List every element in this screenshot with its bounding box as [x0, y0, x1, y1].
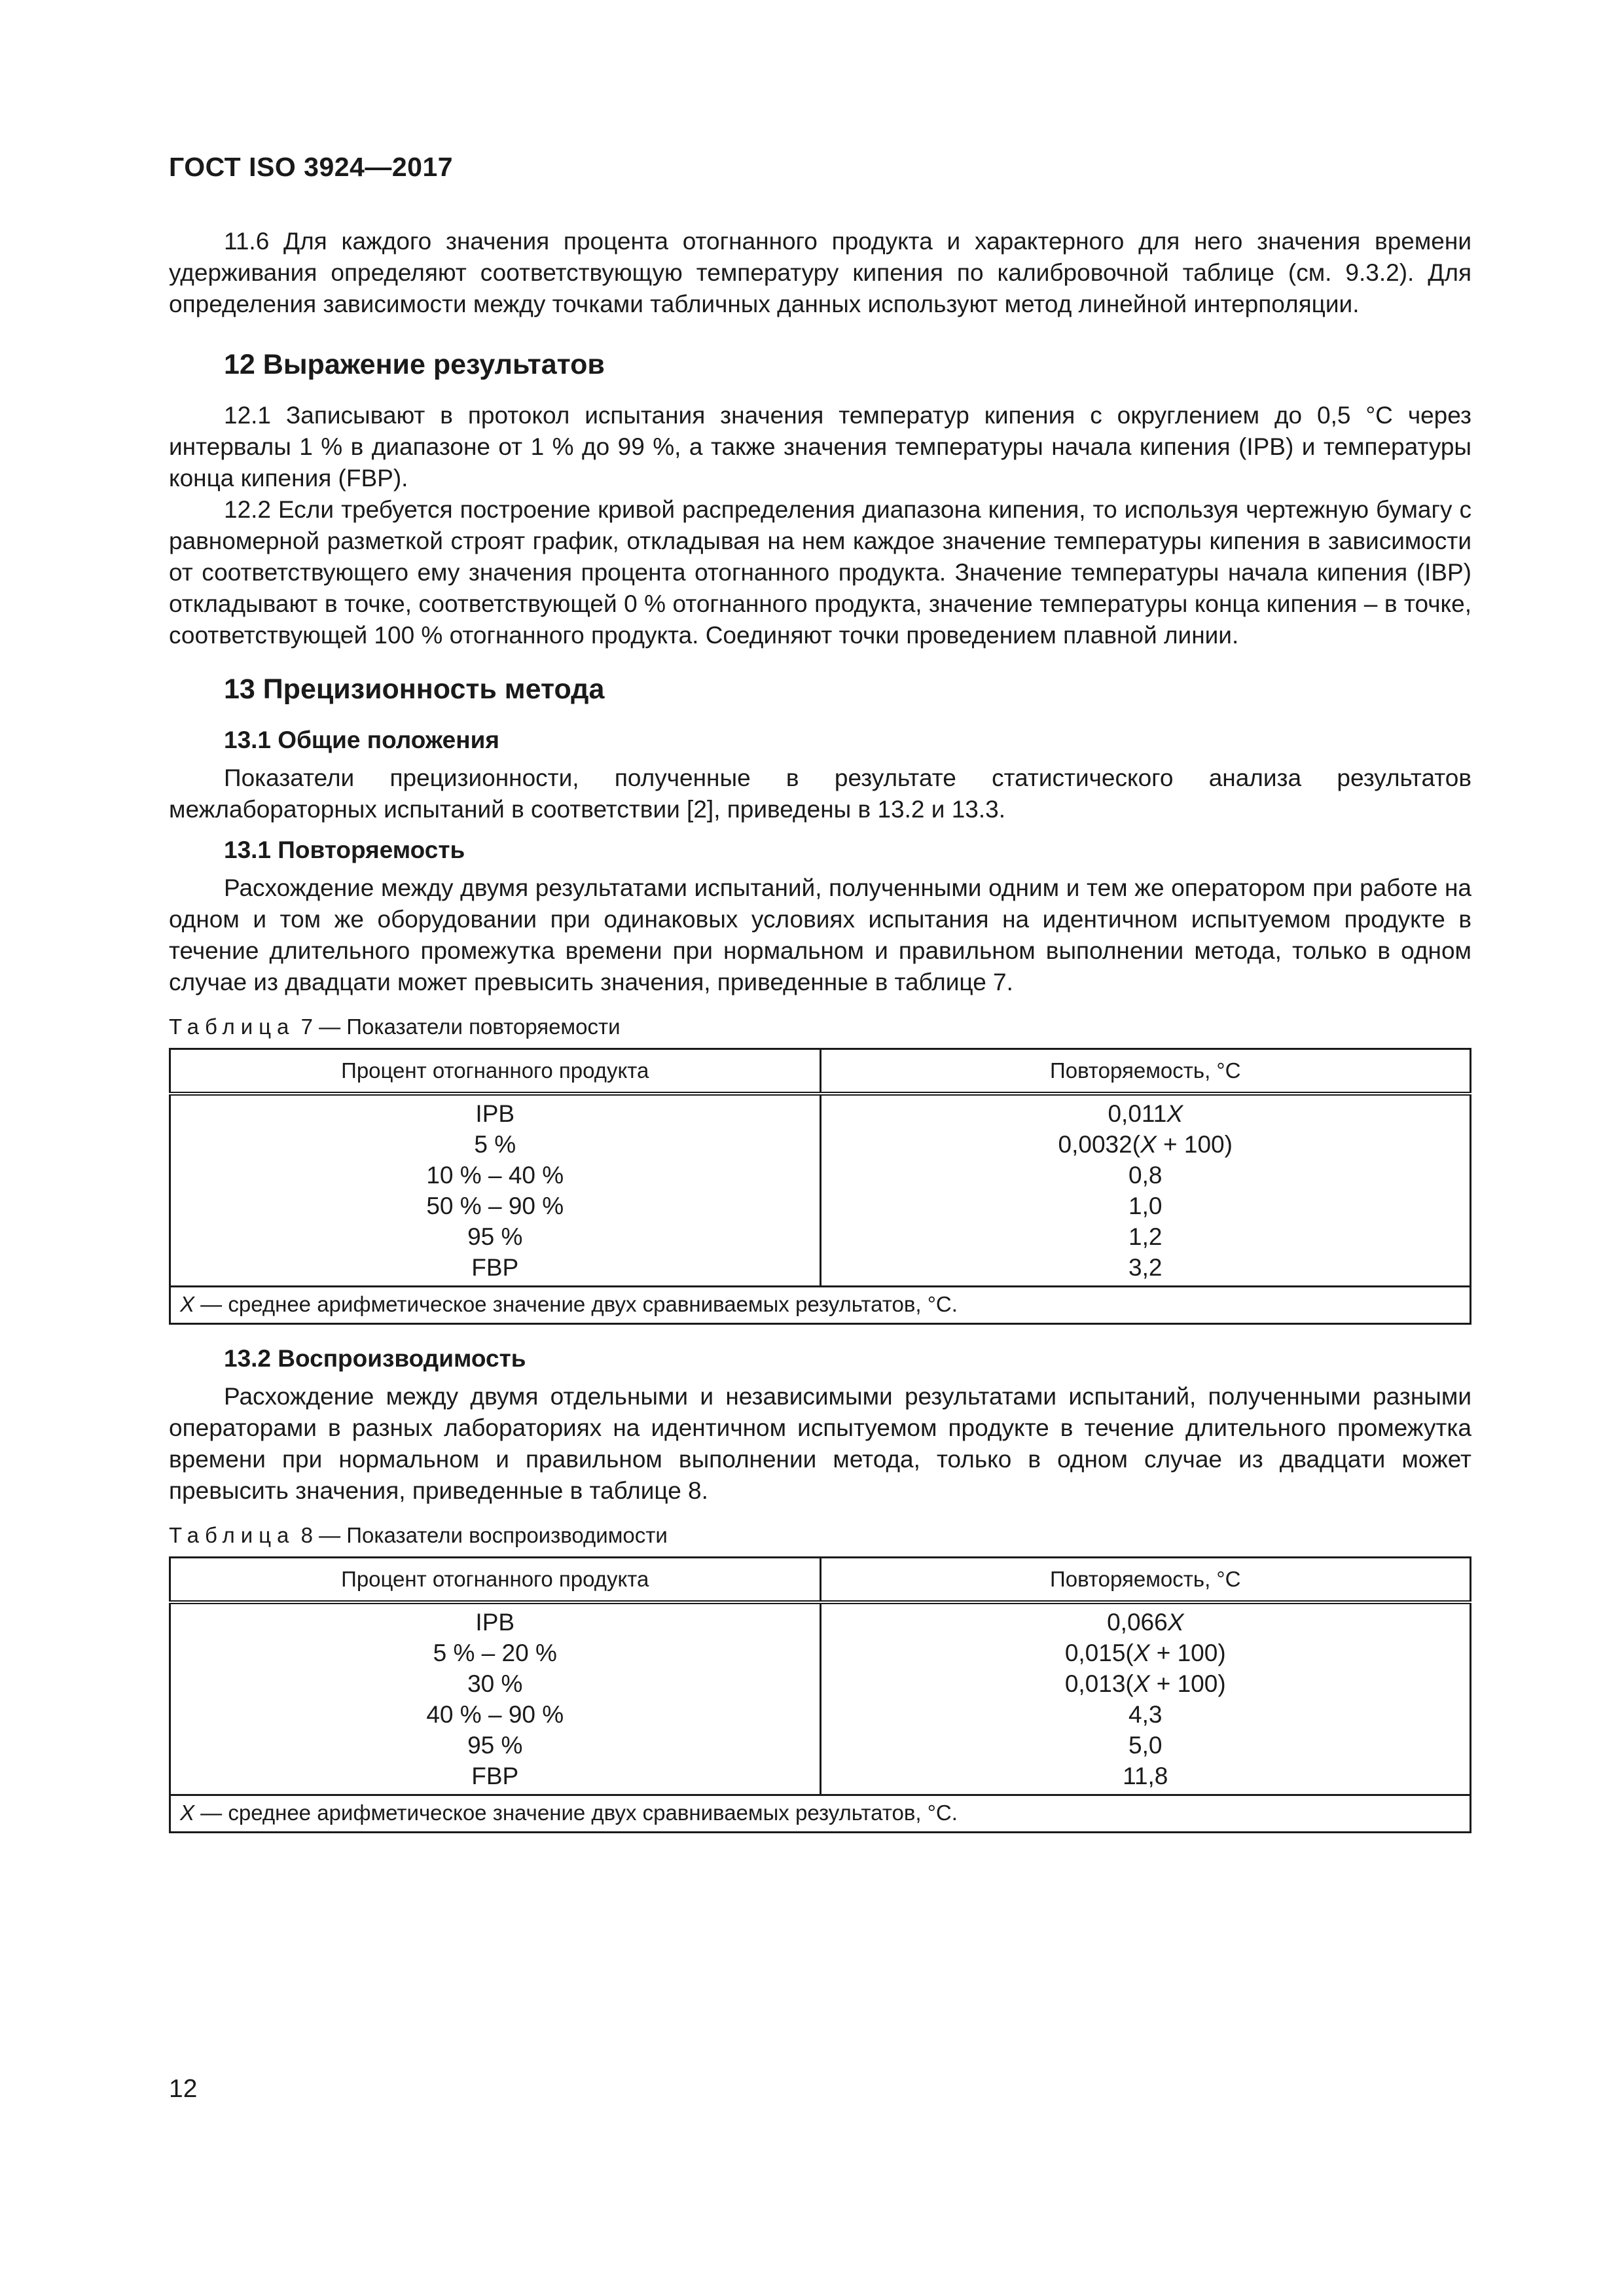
table-7-caption-word: Таблица — [169, 1014, 295, 1039]
footnote-variable: X — [180, 1801, 195, 1825]
footnote-text: — среднее арифметическое значение двух сравниваемых результатов, °С. — [194, 1292, 958, 1316]
table-8 — [169, 1556, 1471, 1833]
table-8-header-percent: Процент отогнанного продукта — [170, 1558, 821, 1603]
table-cell: 0,011X — [1108, 1100, 1183, 1127]
table-cell: 11,8 — [1123, 1763, 1168, 1789]
subsection-reproducibility-heading: 13.2 Воспроизводимость — [224, 1345, 526, 1372]
table-cell: 30 % — [467, 1670, 523, 1697]
table-cell: 0,013(X + 100) — [1064, 1670, 1226, 1697]
table-cell: 4,3 — [1128, 1701, 1163, 1728]
table-7-percent-column — [170, 1094, 821, 1287]
table-7-footnote — [170, 1287, 1471, 1324]
table-cell: 1,2 — [1128, 1223, 1163, 1250]
paragraph-13-reproducibility: Расхождение между двумя отдельными и независимыми результатами испытаний, полученными разными операторами в разных лабораториях на идентичном испытуемом продукте в течение длительного промежутка времени при нормальном и правильном выполнении метода, только в одном случае из двадцати может превысить значения, приведенные в таблице 8. — [169, 1383, 1471, 1504]
subsection-general-heading: 13.1 Общие положения — [224, 726, 499, 753]
table-7-caption-title: 7 — Показатели повторяемости — [300, 1014, 621, 1039]
table-7-caption — [169, 1013, 1471, 1041]
paragraph-13-repeatability: Расхождение между двумя результатами испытаний, полученными одним и тем же оператором при работе на одном и том же оборудовании при одинаковых условиях испытания на идентичном испытуемом продукте в течение длительного промежутка времени при нормальном и правильном выполнении метода, только в одном случае из двадцати может превысить значения, приведенные в таблице 7. — [169, 874, 1471, 996]
table-8-footnote — [170, 1795, 1471, 1833]
standard-header: ГОСТ ISO 3924—2017 — [169, 152, 454, 182]
table-cell: IPB — [475, 1609, 515, 1636]
subsection-repeatability-heading: 13.1 Повторяемость — [224, 836, 465, 863]
table-cell: 3,2 — [1128, 1254, 1163, 1281]
table-8-caption-word: Таблица — [169, 1523, 295, 1547]
table-cell: 95 % — [467, 1732, 523, 1759]
paragraph-11-6: 11.6 Для каждого значения процента отогнанного продукта и характерного для него значения времени удерживания определяют соответствующую температуру кипения по калибровочной таблице (см. 9.3.2). Для определения зависимости между точками табличных данных используют метод линейной интерполяции. — [169, 228, 1471, 317]
table-cell: 5 % – 20 % — [433, 1640, 557, 1666]
section-13-heading: 13 Прецизионность метода — [224, 673, 605, 705]
table-cell: 95 % — [467, 1223, 523, 1250]
footnote-variable: X — [180, 1292, 195, 1316]
page-content — [169, 226, 1471, 1833]
table-7-header-percent: Процент отогнанного продукта — [170, 1049, 821, 1094]
footnote-text: — среднее арифметическое значение двух сравниваемых результатов, °С. — [194, 1801, 958, 1825]
table-cell: 0,066X — [1107, 1609, 1184, 1636]
table-8-caption-title: 8 — Показатели воспроизводимости — [300, 1523, 668, 1547]
table-cell: 5 % — [474, 1131, 516, 1158]
table-cell: 50 % – 90 % — [426, 1193, 564, 1219]
table-cell: FBP — [471, 1254, 519, 1281]
table-8-caption — [169, 1521, 1471, 1550]
table-cell: FBP — [471, 1763, 519, 1789]
table-8-value-column — [820, 1602, 1471, 1795]
section-12-heading: 12 Выражение результатов — [224, 349, 605, 380]
table-cell: 0,8 — [1128, 1162, 1163, 1189]
table-cell: IPB — [475, 1100, 515, 1127]
table-8-percent-column — [170, 1602, 821, 1795]
paragraph-13-general: Показатели прецизионности, полученные в результате статистического анализа результатов межлабораторных испытаний в соответствии [2], приведены в 13.2 и 13.3. — [169, 764, 1471, 823]
table-7 — [169, 1048, 1471, 1325]
table-cell: 0,0032(X + 100) — [1058, 1131, 1233, 1158]
paragraph-12-2: 12.2 Если требуется построение кривой распределения диапазона кипения, то используя чертежную бумагу с равномерной разметкой строят график, откладывая на нем каждое значение температуры кипения в зависимости от соответствующего ему значения процента отогнанного продукта. Значение температуры начала кипения (IBP) откладывают в точке, соответствующей 0 % отогнанного продукта, значение температуры конца кипения – в точке, соответствующей 100 % отогнанного продукта. Соединяют точки проведением плавной линии. — [169, 496, 1471, 649]
table-cell: 10 % – 40 % — [426, 1162, 564, 1189]
paragraph-12-1: 12.1 Записывают в протокол испытания значения температур кипения с округлением до 0,5 °С через интервалы 1 % в диапазоне от 1 % до 99 %, а также значения температуры начала кипения (IPB) и температуры конца кипения (FBP). — [169, 402, 1471, 492]
table-8-header-value: Повторяемость, °С — [820, 1558, 1471, 1603]
table-cell: 5,0 — [1128, 1732, 1163, 1759]
table-cell: 40 % – 90 % — [426, 1701, 564, 1728]
table-cell: 0,015(X + 100) — [1064, 1640, 1226, 1666]
table-cell: 1,0 — [1128, 1193, 1163, 1219]
table-7-value-column — [820, 1094, 1471, 1287]
page-number: 12 — [169, 2075, 198, 2103]
table-7-header-value: Повторяемость, °С — [820, 1049, 1471, 1094]
